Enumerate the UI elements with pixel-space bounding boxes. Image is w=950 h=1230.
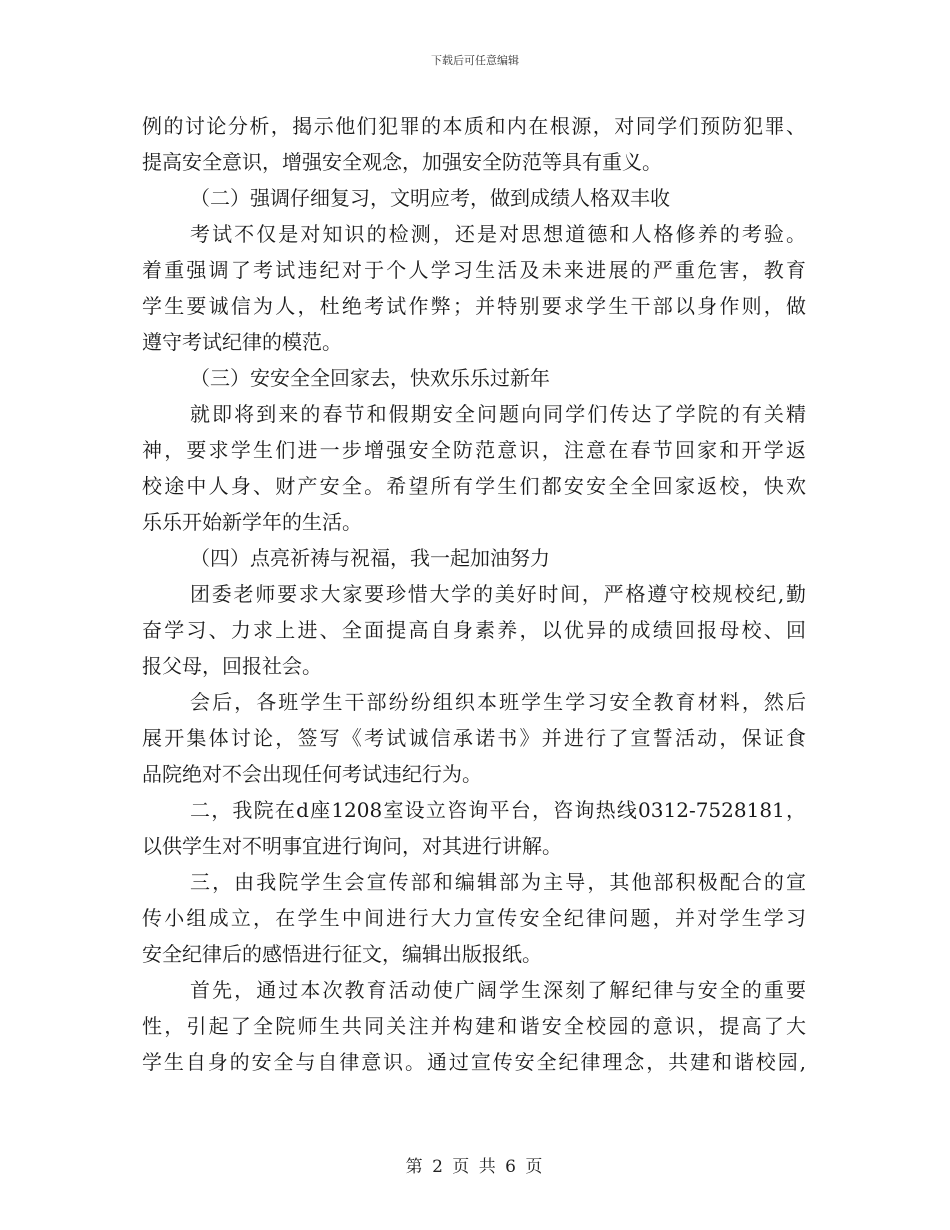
text-line: 首先，通过本次教育活动使广阔学生深刻了解纪律与安全的重要: [190, 978, 806, 1002]
text-line: 会后，各班学生干部纷纷组织本班学生学习安全教育材料，然后: [190, 690, 806, 714]
text-line: 以供学生对不明事宜进行询问，对其进行讲解。: [142, 834, 562, 858]
text-line: 安全纪律后的感悟进行征文，编辑出版报纸。: [142, 942, 542, 966]
text-line: 奋学习、力求上进、全面提高自身素养，以优异的成绩回报母校、回: [142, 618, 806, 642]
page-footer: 第 2 页 共 6 页: [405, 1157, 545, 1177]
page-header: 下载后可任意编辑: [431, 54, 519, 67]
text-line: 团委老师要求大家要珍惜大学的美好时间，严格遵守校规校纪,勤: [190, 582, 806, 606]
text-line: （四）点亮祈祷与祝福，我一起加油努力: [190, 546, 550, 570]
text-line: 二，我院在d座1208室设立咨询平台，咨询热线0312-7528181，: [190, 798, 806, 822]
text-line: 乐乐开始新学年的生活。: [142, 510, 362, 534]
text-line: 传小组成立，在学生中间进行大力宣传安全纪律问题，并对学生学习: [142, 906, 806, 930]
text-line: 遵守考试纪律的模范。: [142, 330, 342, 354]
text-line: 展开集体讨论，签写《考试诚信承诺书》并进行了宣誓活动，保证食: [142, 726, 806, 750]
text-line: 就即将到来的春节和假期安全问题向同学们传达了学院的有关精: [190, 402, 806, 426]
text-line: （三）安安全全回家去，快欢乐乐过新年: [190, 366, 550, 390]
text-line: 校途中人身、财产安全。希望所有学生们都安安全全回家返校，快欢: [142, 474, 806, 498]
text-line: 三，由我院学生会宣传部和编辑部为主导，其他部积极配合的宣: [190, 870, 806, 894]
text-line: （二）强调仔细复习，文明应考，做到成绩人格双丰收: [190, 186, 670, 210]
text-line: 神，要求学生们进一步增强安全防范意识，注意在春节回家和开学返: [142, 438, 806, 462]
document-body: [142, 108, 806, 1080]
text-line: 学生要诚信为人，杜绝考试作弊；并特别要求学生干部以身作则，做: [142, 294, 806, 318]
text-line: 报父母，回报社会。: [142, 654, 322, 678]
text-line: 学生自身的安全与自律意识。通过宣传安全纪律理念，共建和谐校园,: [142, 1050, 806, 1074]
text-line: 品院绝对不会出现任何考试违纪行为。: [142, 762, 482, 786]
text-line: 性，引起了全院师生共同关注并构建和谐安全校园的意识，提高了大: [142, 1014, 806, 1038]
text-line: 例的讨论分析，揭示他们犯罪的本质和内在根源，对同学们预防犯罪、: [142, 114, 806, 138]
text-line: 考试不仅是对知识的检测，还是对思想道德和人格修养的考验。: [190, 222, 806, 246]
text-line: 着重强调了考试违纪对于个人学习生活及未来进展的严重危害，教育: [142, 258, 806, 282]
text-line: 提高安全意识，增强安全观念，加强安全防范等具有重义。: [142, 150, 662, 174]
